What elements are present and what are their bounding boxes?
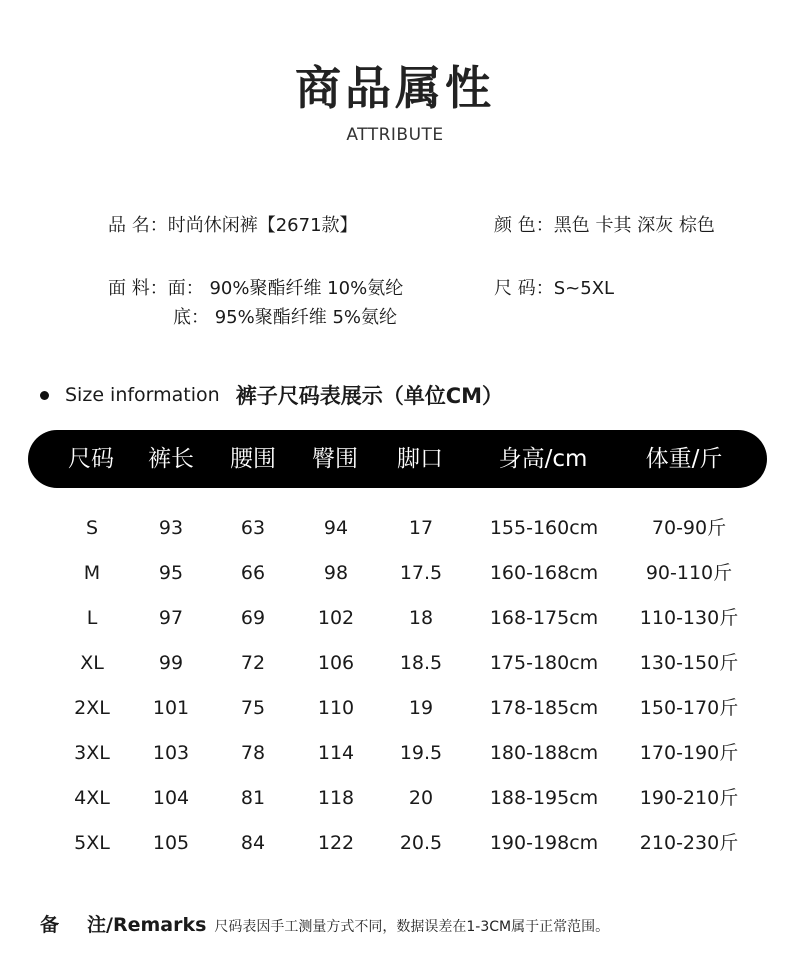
cell-height: 168-175cm — [489, 607, 599, 629]
remarks-label-b: 注/Remarks — [87, 914, 207, 936]
remarks — [40, 910, 609, 937]
cell-weight: 130-150斤 — [639, 652, 739, 674]
cell-size: 2XL — [74, 697, 110, 719]
size-table-header — [28, 430, 767, 488]
attr-name-value: 时尚休闲裤【2671款】 — [167, 215, 358, 236]
remarks-label — [40, 910, 206, 937]
attr-name — [108, 211, 358, 237]
cell-hip: 102 — [317, 607, 355, 629]
bullet-icon — [40, 391, 49, 400]
header-hip: 臀围 — [312, 446, 358, 472]
cell-hip: 98 — [323, 562, 349, 584]
cell-hip: 94 — [323, 517, 349, 539]
cell-size: M — [83, 562, 101, 584]
cell-length: 105 — [152, 832, 190, 854]
attr-fabric-key: 面 料： — [108, 278, 168, 299]
attr-color-value: 黑色 卡其 深灰 棕色 — [553, 215, 715, 236]
cell-waist: 78 — [240, 742, 266, 764]
cell-height: 180-188cm — [489, 742, 599, 764]
attr-size — [494, 274, 614, 300]
cell-hem: 17.5 — [399, 562, 443, 584]
table-row — [0, 596, 790, 641]
cell-weight: 90-110斤 — [645, 562, 733, 584]
attr-size-key: 尺 码： — [494, 278, 554, 299]
cell-hip: 122 — [317, 832, 355, 854]
section-title-en: Size information — [65, 384, 220, 406]
cell-hem: 20.5 — [399, 832, 443, 854]
cell-length: 93 — [158, 517, 184, 539]
cell-waist: 63 — [240, 517, 266, 539]
cell-size: L — [86, 607, 98, 629]
page-title: 商品属性 — [295, 61, 495, 115]
cell-height: 160-168cm — [489, 562, 599, 584]
cell-height: 190-198cm — [489, 832, 599, 854]
remarks-text: 尺码表因手工测量方式不同，数据误差在1-3CM属于正常范围。 — [214, 919, 610, 935]
cell-size: 3XL — [74, 742, 110, 764]
cell-hip: 106 — [317, 652, 355, 674]
table-row — [0, 641, 790, 686]
table-row — [0, 731, 790, 776]
cell-hem: 18.5 — [399, 652, 443, 674]
table-row — [0, 821, 790, 866]
page-subtitle: ATTRIBUTE — [346, 125, 444, 145]
cell-waist: 66 — [240, 562, 266, 584]
header-waist: 腰围 — [230, 446, 276, 472]
cell-height: 188-195cm — [489, 787, 599, 809]
attr-color-key: 颜 色： — [494, 215, 554, 236]
table-row — [0, 776, 790, 821]
cell-size: 5XL — [74, 832, 110, 854]
cell-size: 4XL — [74, 787, 110, 809]
header-height: 身高/cm — [498, 446, 588, 472]
cell-hip: 110 — [317, 697, 355, 719]
table-row — [0, 551, 790, 596]
section-title-cn: 裤子尺码表展示（单位CM） — [235, 384, 504, 408]
cell-size: XL — [80, 652, 104, 674]
cell-waist: 84 — [240, 832, 266, 854]
cell-hem: 19.5 — [399, 742, 443, 764]
table-row — [0, 506, 790, 551]
cell-hem: 17 — [408, 517, 434, 539]
cell-weight: 190-210斤 — [639, 787, 739, 809]
attr-name-key: 品 名： — [108, 215, 168, 236]
cell-hem: 20 — [408, 787, 434, 809]
attr-fabric — [108, 274, 403, 300]
cell-length: 101 — [152, 697, 190, 719]
size-section-heading — [40, 380, 503, 410]
remarks-label-a: 备 — [40, 914, 88, 936]
header-weight: 体重/斤 — [645, 446, 723, 472]
cell-length: 103 — [152, 742, 190, 764]
cell-size: S — [85, 517, 99, 539]
attr-fabric-line2: 底： 95%聚酯纤维 5%氨纶 — [173, 307, 398, 328]
cell-weight: 110-130斤 — [639, 607, 739, 629]
attr-color — [494, 211, 715, 237]
cell-hip: 114 — [317, 742, 355, 764]
table-row — [0, 686, 790, 731]
cell-waist: 81 — [240, 787, 266, 809]
attr-size-value: S~5XL — [553, 278, 615, 299]
header-hem: 脚口 — [397, 446, 443, 472]
cell-height: 175-180cm — [489, 652, 599, 674]
cell-hem: 18 — [408, 607, 434, 629]
cell-length: 99 — [158, 652, 184, 674]
cell-height: 155-160cm — [489, 517, 599, 539]
attr-fabric-line1: 面： 90%聚酯纤维 10%氨纶 — [167, 278, 404, 299]
cell-waist: 75 — [240, 697, 266, 719]
cell-weight: 150-170斤 — [639, 697, 739, 719]
cell-waist: 72 — [240, 652, 266, 674]
cell-length: 95 — [158, 562, 184, 584]
cell-weight: 70-90斤 — [651, 517, 727, 539]
cell-hem: 19 — [408, 697, 434, 719]
cell-hip: 118 — [317, 787, 355, 809]
header-length: 裤长 — [148, 446, 194, 472]
cell-weight: 170-190斤 — [639, 742, 739, 764]
cell-length: 97 — [158, 607, 184, 629]
cell-height: 178-185cm — [489, 697, 599, 719]
cell-weight: 210-230斤 — [639, 832, 739, 854]
cell-length: 104 — [152, 787, 190, 809]
cell-waist: 69 — [240, 607, 266, 629]
header-size: 尺码 — [68, 446, 114, 472]
